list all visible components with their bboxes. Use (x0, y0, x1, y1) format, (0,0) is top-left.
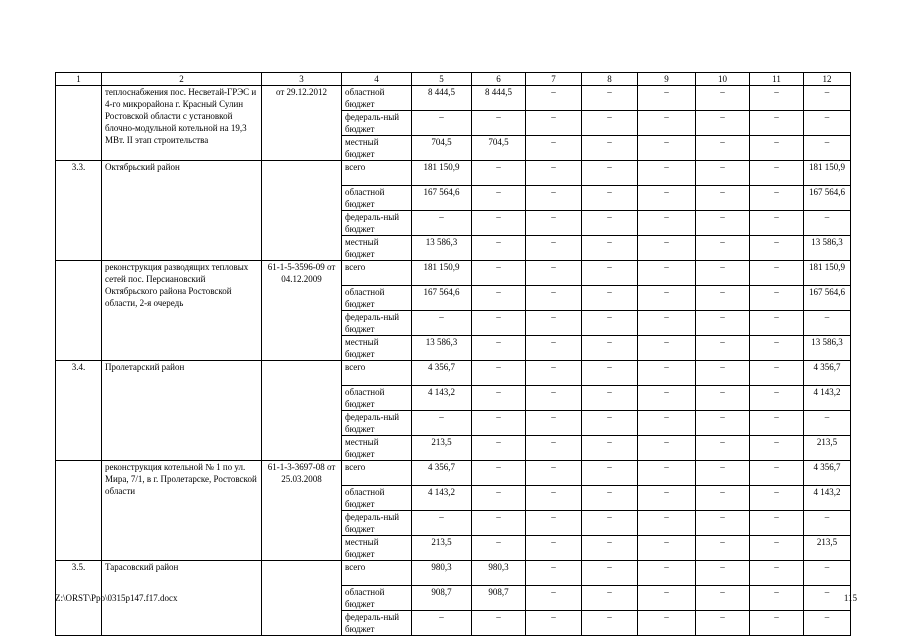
amount-cell: – (750, 186, 804, 211)
amount-cell: – (638, 311, 696, 336)
amount-cell: – (750, 511, 804, 536)
amount-cell: – (412, 511, 472, 536)
funding-source: местный бюджет (342, 436, 412, 461)
amount-cell: 4 143,2 (804, 486, 851, 511)
column-number-8: 8 (582, 73, 638, 86)
amount-cell: – (472, 411, 526, 436)
amount-cell: – (582, 611, 638, 636)
amount-cell: – (472, 211, 526, 236)
amount-cell: – (696, 136, 750, 161)
amount-cell: 181 150,9 (804, 161, 851, 186)
amount-cell: – (638, 336, 696, 361)
page-number: 115 (843, 593, 857, 603)
column-number-12: 12 (804, 73, 851, 86)
amount-cell: – (582, 411, 638, 436)
amount-cell: 167 564,6 (412, 286, 472, 311)
amount-cell: – (526, 161, 582, 186)
amount-cell: – (696, 386, 750, 411)
amount-cell: – (526, 311, 582, 336)
amount-cell: – (638, 361, 696, 386)
funding-source: всего (342, 361, 412, 386)
amount-cell: – (638, 511, 696, 536)
table-row (56, 86, 851, 111)
amount-cell: – (582, 261, 638, 286)
amount-cell: 4 356,7 (412, 361, 472, 386)
amount-cell: – (472, 186, 526, 211)
amount-cell: – (696, 411, 750, 436)
amount-cell: – (412, 611, 472, 636)
amount-cell: – (526, 136, 582, 161)
amount-cell: – (696, 336, 750, 361)
amount-cell: – (526, 611, 582, 636)
item-number (56, 86, 102, 161)
column-number-1: 1 (56, 73, 102, 86)
amount-cell: – (750, 436, 804, 461)
amount-cell: 704,5 (412, 136, 472, 161)
amount-cell: 4 143,2 (804, 386, 851, 411)
amount-cell: 181 150,9 (412, 161, 472, 186)
amount-cell: – (472, 336, 526, 361)
amount-cell: – (750, 386, 804, 411)
amount-cell: – (804, 561, 851, 586)
amount-cell: – (526, 561, 582, 586)
amount-cell: – (526, 236, 582, 261)
amount-cell: – (526, 86, 582, 111)
amount-cell: – (472, 536, 526, 561)
amount-cell: – (750, 411, 804, 436)
amount-cell: 13 586,3 (412, 336, 472, 361)
item-name: Тарасовский район (102, 561, 262, 636)
amount-cell: – (638, 386, 696, 411)
item-number: 3.5. (56, 561, 102, 636)
file-path: Z:\ORST\Ppo\0315p147.f17.docx (55, 593, 178, 603)
amount-cell: – (526, 286, 582, 311)
amount-cell: – (696, 186, 750, 211)
amount-cell: – (750, 461, 804, 486)
document-reference: 61-1-3-3697-08 от 25.03.2008 (262, 461, 342, 561)
amount-cell: – (638, 436, 696, 461)
amount-cell: – (526, 461, 582, 486)
amount-cell: – (582, 536, 638, 561)
funding-source: местный бюджет (342, 136, 412, 161)
amount-cell: – (638, 236, 696, 261)
amount-cell: – (804, 86, 851, 111)
amount-cell: – (582, 586, 638, 611)
amount-cell: 13 586,3 (804, 336, 851, 361)
amount-cell: 4 143,2 (412, 486, 472, 511)
amount-cell: – (696, 586, 750, 611)
table-row (56, 561, 851, 586)
amount-cell: – (526, 486, 582, 511)
document-reference: 61-1-5-3596-09 от 04.12.2009 (262, 261, 342, 361)
amount-cell: 167 564,6 (804, 286, 851, 311)
amount-cell: – (526, 261, 582, 286)
funding-source: областной бюджет (342, 186, 412, 211)
amount-cell: – (526, 336, 582, 361)
item-name: Октябрьский район (102, 161, 262, 261)
item-name: реконструкция разводящих тепловых сетей пос. Персиановский Октябрьского района Ростовской области, 2-я очередь (102, 261, 262, 361)
amount-cell: – (526, 411, 582, 436)
amount-cell: 213,5 (804, 436, 851, 461)
amount-cell: – (412, 311, 472, 336)
funding-source: областной бюджет (342, 86, 412, 111)
amount-cell: – (472, 111, 526, 136)
column-number-3: 3 (262, 73, 342, 86)
amount-cell: – (804, 586, 851, 611)
amount-cell: 980,3 (412, 561, 472, 586)
amount-cell: – (472, 461, 526, 486)
amount-cell: – (638, 86, 696, 111)
amount-cell: – (526, 586, 582, 611)
amount-cell: – (638, 561, 696, 586)
amount-cell: 181 150,9 (412, 261, 472, 286)
amount-cell: – (750, 536, 804, 561)
funding-source: всего (342, 561, 412, 586)
amount-cell: – (696, 111, 750, 136)
column-number-2: 2 (102, 73, 262, 86)
column-number-5: 5 (412, 73, 472, 86)
amount-cell: 167 564,6 (412, 186, 472, 211)
amount-cell: – (804, 311, 851, 336)
item-name: Пролетарский район (102, 361, 262, 461)
amount-cell: – (804, 511, 851, 536)
amount-cell: – (638, 111, 696, 136)
amount-cell: 13 586,3 (804, 236, 851, 261)
amount-cell: – (696, 536, 750, 561)
amount-cell: – (526, 436, 582, 461)
funding-source: федераль-ный бюджет (342, 311, 412, 336)
amount-cell: – (638, 286, 696, 311)
amount-cell: – (804, 611, 851, 636)
amount-cell: – (696, 86, 750, 111)
amount-cell: – (750, 286, 804, 311)
amount-cell: – (750, 161, 804, 186)
item-number: 3.3. (56, 161, 102, 261)
amount-cell: – (472, 311, 526, 336)
amount-cell: – (804, 111, 851, 136)
amount-cell: – (638, 461, 696, 486)
funding-source: всего (342, 161, 412, 186)
amount-cell: – (696, 311, 750, 336)
table-row (56, 361, 851, 386)
amount-cell: 8 444,5 (472, 86, 526, 111)
amount-cell: 167 564,6 (804, 186, 851, 211)
amount-cell: – (804, 136, 851, 161)
amount-cell: – (696, 236, 750, 261)
column-number-10: 10 (696, 73, 750, 86)
amount-cell: – (526, 511, 582, 536)
amount-cell: – (582, 236, 638, 261)
amount-cell: – (472, 261, 526, 286)
funding-source: федераль-ный бюджет (342, 411, 412, 436)
amount-cell: – (582, 386, 638, 411)
amount-cell: 4 143,2 (412, 386, 472, 411)
amount-cell: – (750, 586, 804, 611)
funding-source: федераль-ный бюджет (342, 611, 412, 636)
amount-cell: – (526, 361, 582, 386)
amount-cell: 908,7 (412, 586, 472, 611)
column-number-7: 7 (526, 73, 582, 86)
amount-cell: – (638, 411, 696, 436)
amount-cell: – (638, 536, 696, 561)
amount-cell: – (582, 361, 638, 386)
table-row (56, 261, 851, 286)
document-reference (262, 361, 342, 461)
amount-cell: – (582, 186, 638, 211)
amount-cell: – (696, 511, 750, 536)
funding-source: областной бюджет (342, 486, 412, 511)
amount-cell: – (412, 411, 472, 436)
amount-cell: – (696, 436, 750, 461)
column-number-11: 11 (750, 73, 804, 86)
amount-cell: – (750, 136, 804, 161)
funding-source: местный бюджет (342, 336, 412, 361)
table-row (56, 161, 851, 186)
amount-cell: – (526, 186, 582, 211)
amount-cell: – (638, 586, 696, 611)
amount-cell: – (582, 436, 638, 461)
funding-source: всего (342, 261, 412, 286)
funding-source: областной бюджет (342, 386, 412, 411)
amount-cell: – (472, 161, 526, 186)
amount-cell: – (582, 136, 638, 161)
funding-source: федераль-ный бюджет (342, 511, 412, 536)
amount-cell: – (696, 461, 750, 486)
amount-cell: 13 586,3 (412, 236, 472, 261)
amount-cell: – (526, 386, 582, 411)
funding-source: местный бюджет (342, 236, 412, 261)
amount-cell: – (472, 486, 526, 511)
amount-cell: – (638, 261, 696, 286)
amount-cell: 181 150,9 (804, 261, 851, 286)
amount-cell: 8 444,5 (412, 86, 472, 111)
amount-cell: – (750, 611, 804, 636)
amount-cell: 704,5 (472, 136, 526, 161)
amount-cell: 4 356,7 (804, 361, 851, 386)
item-number: 3.4. (56, 361, 102, 461)
amount-cell: – (750, 86, 804, 111)
amount-cell: – (472, 611, 526, 636)
amount-cell: – (750, 311, 804, 336)
amount-cell: – (696, 211, 750, 236)
amount-cell: – (526, 211, 582, 236)
amount-cell: – (750, 236, 804, 261)
amount-cell: – (412, 111, 472, 136)
funding-source: областной бюджет (342, 586, 412, 611)
amount-cell: – (472, 236, 526, 261)
table-row (56, 461, 851, 486)
amount-cell: – (696, 486, 750, 511)
amount-cell: – (582, 336, 638, 361)
amount-cell: 213,5 (804, 536, 851, 561)
amount-cell: – (472, 286, 526, 311)
amount-cell: – (750, 211, 804, 236)
amount-cell: – (696, 561, 750, 586)
amount-cell: – (638, 211, 696, 236)
document-reference (262, 561, 342, 636)
funding-source: местный бюджет (342, 536, 412, 561)
amount-cell: – (582, 286, 638, 311)
amount-cell: – (750, 261, 804, 286)
amount-cell: 4 356,7 (804, 461, 851, 486)
amount-cell: – (412, 211, 472, 236)
column-number-4: 4 (342, 73, 412, 86)
amount-cell: – (526, 111, 582, 136)
amount-cell: – (582, 461, 638, 486)
amount-cell: – (638, 161, 696, 186)
amount-cell: – (696, 161, 750, 186)
amount-cell: – (472, 511, 526, 536)
column-number-6: 6 (472, 73, 526, 86)
document-reference: от 29.12.2012 (262, 86, 342, 161)
amount-cell: – (696, 286, 750, 311)
table-body (56, 73, 851, 636)
amount-cell: – (804, 211, 851, 236)
amount-cell: – (582, 311, 638, 336)
amount-cell: – (696, 261, 750, 286)
amount-cell: – (638, 136, 696, 161)
amount-cell: – (582, 511, 638, 536)
amount-cell: – (582, 161, 638, 186)
amount-cell: – (472, 361, 526, 386)
amount-cell: – (750, 111, 804, 136)
amount-cell: – (696, 361, 750, 386)
amount-cell: – (638, 486, 696, 511)
amount-cell: – (582, 111, 638, 136)
header-row (56, 73, 851, 86)
budget-table (55, 72, 851, 636)
item-number (56, 261, 102, 361)
amount-cell: – (750, 361, 804, 386)
amount-cell: – (638, 611, 696, 636)
amount-cell: – (582, 561, 638, 586)
column-number-9: 9 (638, 73, 696, 86)
funding-source: федераль-ный бюджет (342, 211, 412, 236)
amount-cell: – (582, 86, 638, 111)
item-name: реконструкция котельной № 1 по ул. Мира, 7/1, в г. Пролетарске, Ростовской области (102, 461, 262, 561)
amount-cell: – (472, 386, 526, 411)
amount-cell: – (582, 211, 638, 236)
amount-cell: – (696, 611, 750, 636)
funding-source: федераль-ный бюджет (342, 111, 412, 136)
amount-cell: 908,7 (472, 586, 526, 611)
amount-cell: – (750, 336, 804, 361)
amount-cell: – (582, 486, 638, 511)
amount-cell: – (750, 486, 804, 511)
funding-source: областной бюджет (342, 286, 412, 311)
amount-cell: 213,5 (412, 436, 472, 461)
item-name: теплоснабжения пос. Несветай-ГРЭС и 4-го микрорайона г. Красный Сулин Ростовской области с установкой блочно-модульной котельной на 19,3 МВт. II этап строительства (102, 86, 262, 161)
amount-cell: 4 356,7 (412, 461, 472, 486)
amount-cell: – (750, 561, 804, 586)
amount-cell: – (472, 436, 526, 461)
amount-cell: 980,3 (472, 561, 526, 586)
funding-source: всего (342, 461, 412, 486)
item-number (56, 461, 102, 561)
document-reference (262, 161, 342, 261)
amount-cell: 213,5 (412, 536, 472, 561)
amount-cell: – (526, 536, 582, 561)
amount-cell: – (638, 186, 696, 211)
amount-cell: – (804, 411, 851, 436)
